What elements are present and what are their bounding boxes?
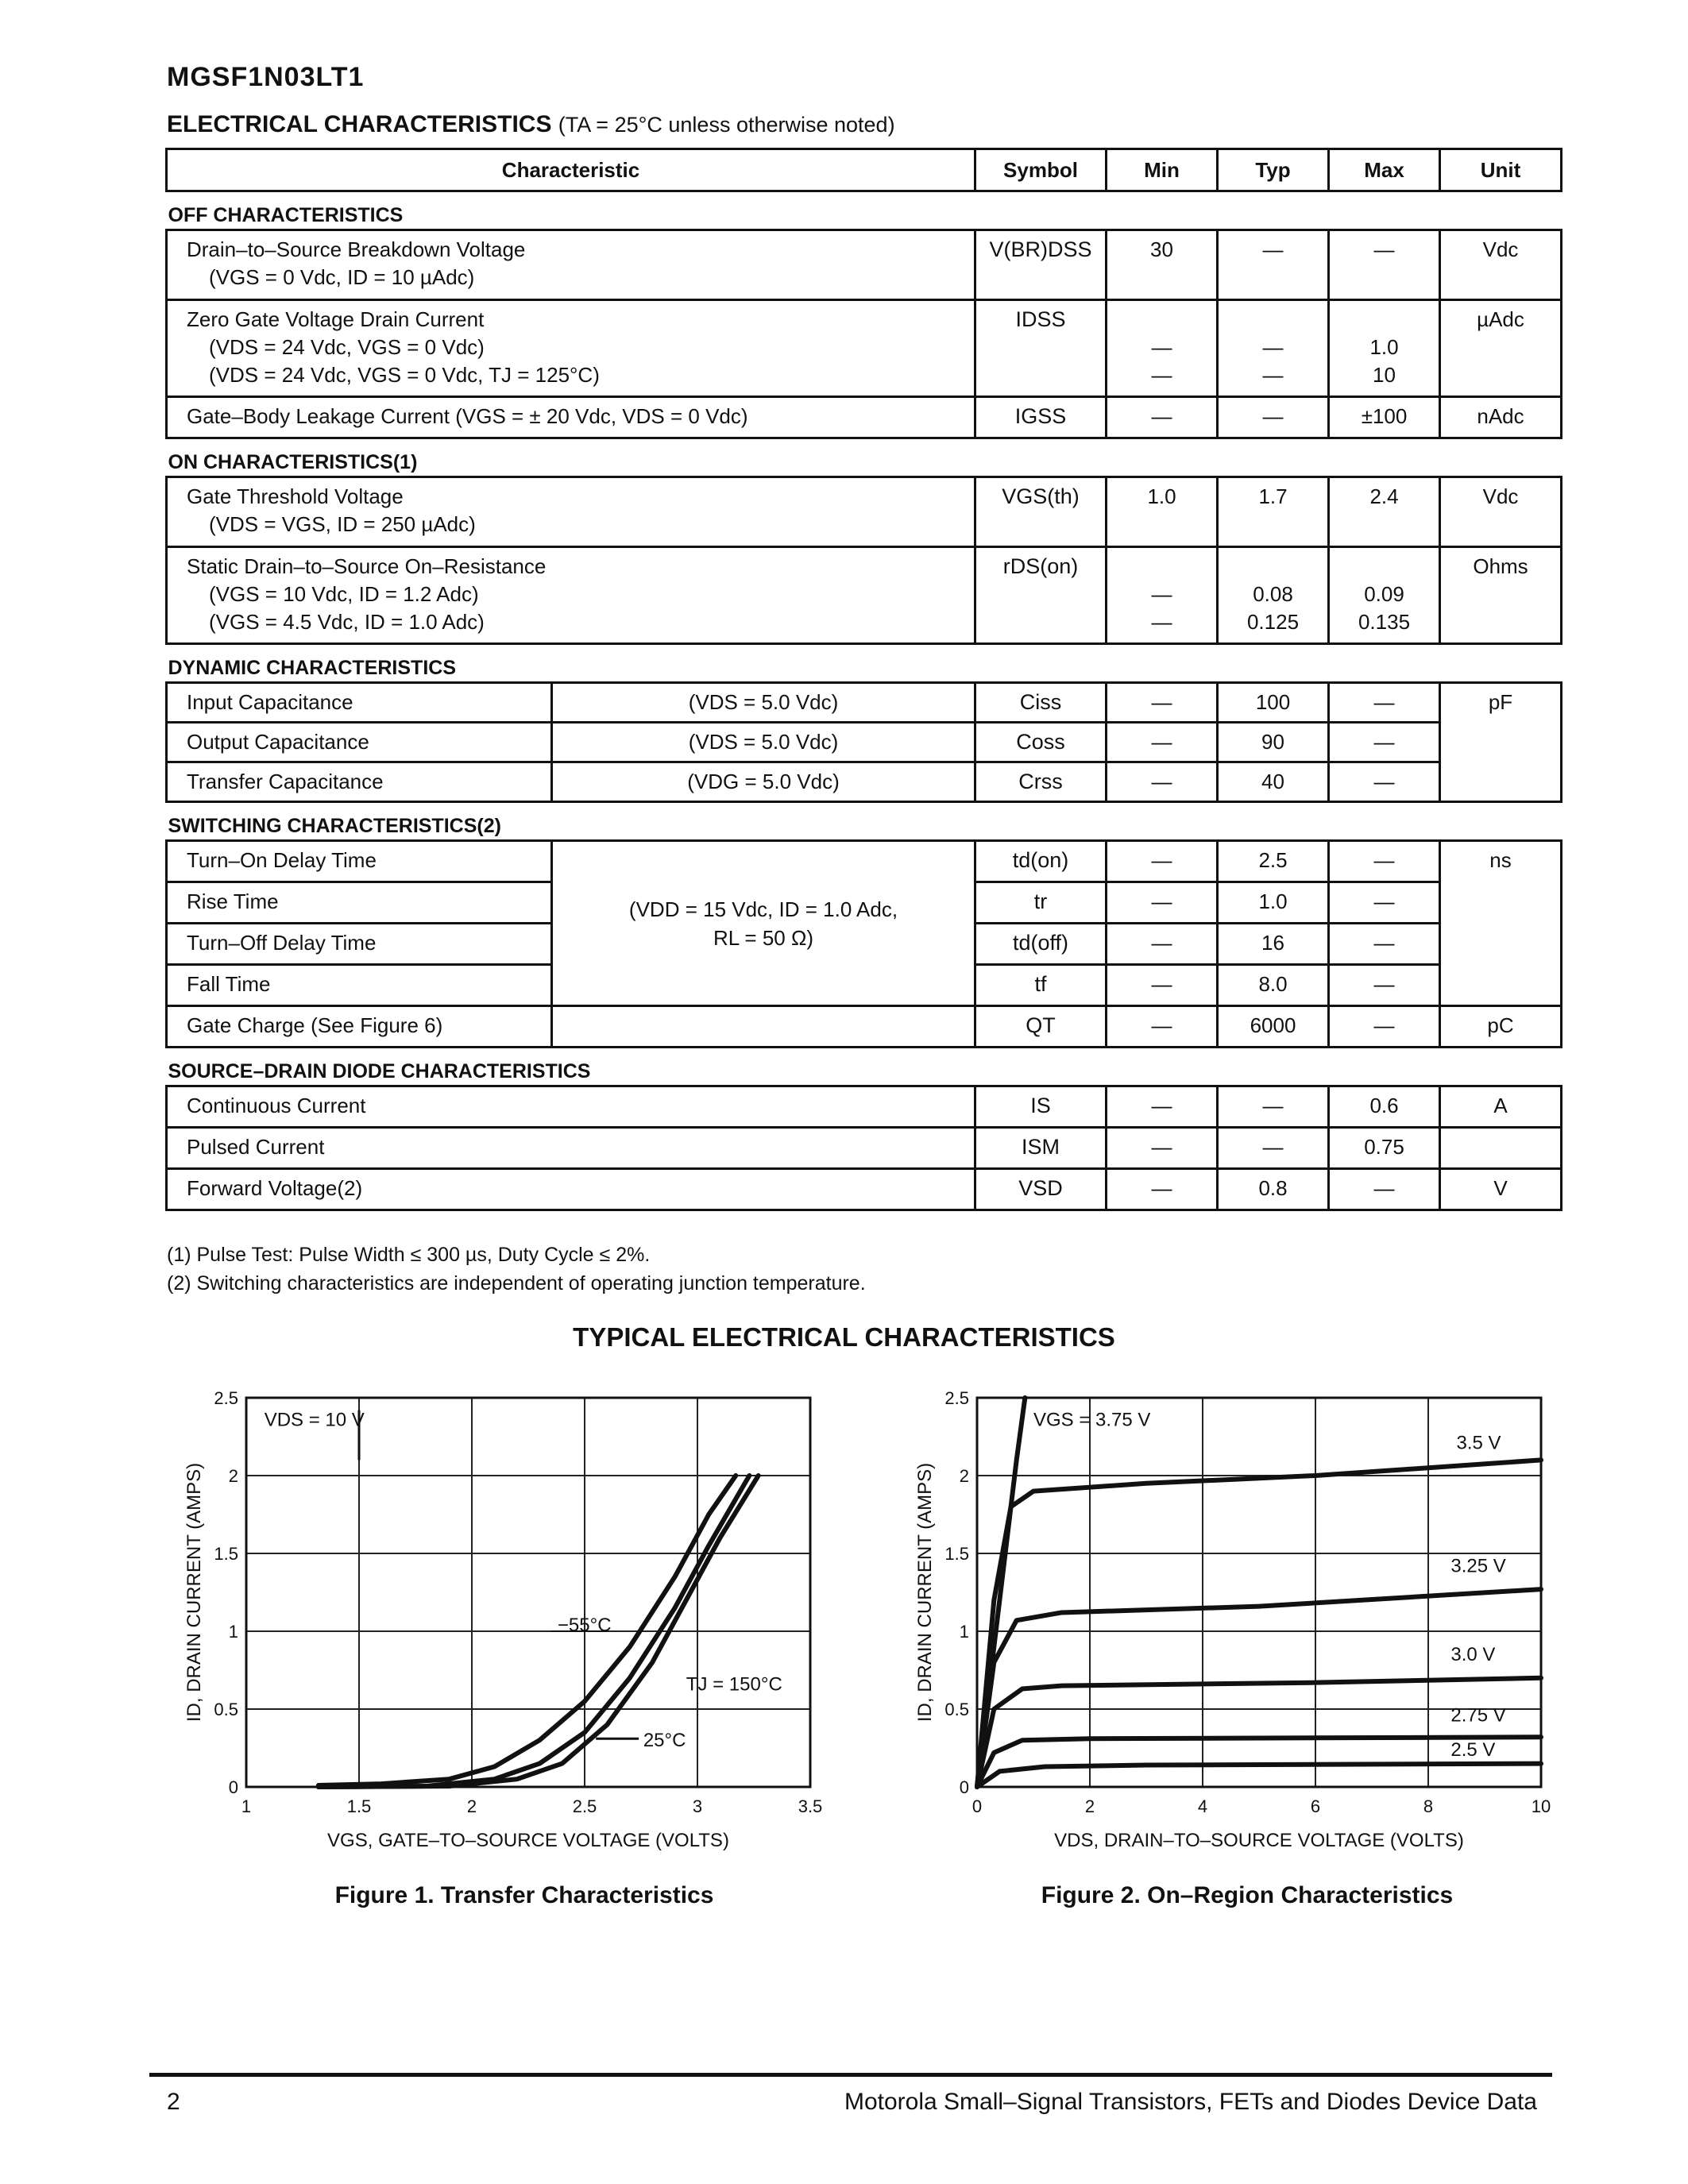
typ-cell: 1.7 [1218, 477, 1329, 547]
x-axis-label: VDS, DRAIN–TO–SOURCE VOLTAGE (VOLTS) [1054, 1830, 1464, 1851]
min-cell: 1.0 [1107, 477, 1218, 547]
unit-cell: Vdc [1440, 230, 1562, 300]
min-cell: — [1107, 965, 1218, 1006]
y-tick-label: 1.5 [214, 1544, 238, 1564]
max-cell: — [1329, 841, 1440, 882]
symbol-cell: rDS(on) [975, 547, 1107, 644]
typ-cell: — [1262, 335, 1284, 359]
y-tick-label: 2.5 [214, 1388, 238, 1408]
chart-annotation: TJ = 150°C [686, 1673, 782, 1696]
transfer-characteristics-chart [159, 1382, 842, 1874]
x-tick-label: 3.5 [798, 1796, 823, 1816]
series-line [977, 1764, 1541, 1787]
table-row [167, 477, 1562, 547]
min-cell: — [1151, 610, 1172, 634]
table-row [167, 1086, 1562, 1128]
typ-cell: 8.0 [1218, 965, 1329, 1006]
section-label: DYNAMIC CHARACTERISTICS [167, 644, 1562, 683]
max-cell: 1.0 [1369, 335, 1399, 359]
table-row [167, 300, 1562, 397]
symbol-cell: Crss [975, 762, 1107, 802]
y-tick-label: 1.5 [944, 1544, 969, 1564]
typ-cell: 1.0 [1218, 882, 1329, 924]
column-header: Characteristic [167, 149, 975, 191]
electrical-characteristics-table [165, 148, 1560, 1211]
symbol-cell: td(on) [975, 841, 1107, 882]
min-cell: — [1107, 723, 1218, 762]
characteristic-name: Static Drain–to–Source On–Resistance [187, 554, 547, 578]
max-cell: — [1329, 230, 1440, 300]
characteristic-name: Output Capacitance [167, 723, 552, 762]
symbol-cell: td(off) [975, 924, 1107, 965]
plot-frame [246, 1398, 810, 1787]
x-tick-label: 8 [1423, 1796, 1434, 1816]
min-cell: — [1107, 762, 1218, 802]
series-label: 2.75 V [1450, 1704, 1506, 1727]
characteristic-condition: (VGS = 4.5 Vdc, ID = 1.0 Adc) [209, 610, 485, 634]
footnote: (2) Switching characteristics are independent of operating junction temperature. [167, 1272, 866, 1295]
chart-annotation: VDS = 10 V [264, 1409, 365, 1431]
y-tick-label: 2 [228, 1466, 238, 1486]
max-cell: 10 [1373, 363, 1396, 387]
typ-cell: 2.5 [1218, 841, 1329, 882]
series-label: 3.5 V [1456, 1432, 1501, 1454]
table-row [167, 841, 1562, 882]
series-label: 3.25 V [1450, 1555, 1506, 1577]
x-tick-label: 2 [466, 1796, 477, 1816]
series-line [977, 1678, 1541, 1787]
column-header: Max [1329, 149, 1440, 191]
page-number: 2 [167, 2089, 180, 2115]
characteristic-name: Continuous Current [167, 1086, 975, 1128]
symbol-cell: VGS(th) [975, 477, 1107, 547]
characteristic-name: Turn–On Delay Time [167, 841, 552, 882]
min-cell: — [1107, 397, 1218, 438]
typ-cell: 40 [1218, 762, 1329, 802]
table-row [167, 723, 1562, 762]
footnote: (1) Pulse Test: Pulse Width ≤ 300 µs, Duty Cycle ≤ 2%. [167, 1244, 651, 1266]
unit-cell: µAdc [1440, 300, 1562, 397]
characteristic-condition: (VGS = 10 Vdc, ID = 1.2 Adc) [209, 582, 479, 606]
characteristic-name: Input Capacitance [167, 683, 552, 723]
typ-cell: 0.125 [1246, 610, 1300, 634]
chart-annotation: −55°C [557, 1615, 612, 1636]
section-label: OFF CHARACTERISTICS [167, 191, 1562, 230]
max-cell: 0.09 [1364, 582, 1404, 606]
typ-cell: — [1218, 1128, 1329, 1169]
series-group [977, 1398, 1541, 1787]
series-label: 3.0 V [1450, 1644, 1496, 1666]
symbol-cell: tr [975, 882, 1107, 924]
characteristic-name: Turn–Off Delay Time [167, 924, 552, 965]
characteristic-condition: (VDS = 24 Vdc, VGS = 0 Vdc, TJ = 125°C) [209, 363, 600, 387]
max-cell: — [1329, 924, 1440, 965]
condition-cell: (VDS = 5.0 Vdc) [552, 683, 975, 723]
x-tick-label: 4 [1197, 1796, 1208, 1816]
characteristic-name: Gate Threshold Voltage [187, 484, 404, 508]
x-tick-label: 0 [971, 1796, 983, 1816]
unit-cell: Vdc [1440, 477, 1562, 547]
characteristic-name: Gate–Body Leakage Current (VGS = ± 20 Vdc, VDS = 0 Vdc) [167, 397, 975, 438]
table-header-row [167, 149, 1562, 191]
y-tick-label: 2 [959, 1466, 969, 1486]
characteristic-name: Zero Gate Voltage Drain Current [187, 307, 485, 331]
typ-cell: — [1218, 230, 1329, 300]
y-tick-label: 0.5 [214, 1700, 238, 1719]
characteristic-name: Transfer Capacitance [167, 762, 552, 802]
unit-cell: A [1440, 1086, 1562, 1128]
table-row [167, 1128, 1562, 1169]
condition-line: (VDD = 15 Vdc, ID = 1.0 Adc, [628, 897, 898, 921]
typ-cell: 6000 [1218, 1006, 1329, 1048]
characteristic-name: Drain–to–Source Breakdown Voltage [187, 237, 526, 261]
characteristic-name: Forward Voltage(2) [167, 1169, 975, 1210]
typ-cell: 0.8 [1218, 1169, 1329, 1210]
x-tick-label: 6 [1310, 1796, 1321, 1816]
max-cell: — [1329, 965, 1440, 1006]
typ-cell: 0.08 [1253, 582, 1293, 606]
characteristic-condition: (VDS = 24 Vdc, VGS = 0 Vdc) [209, 335, 485, 359]
x-tick-label: 2.5 [572, 1796, 597, 1816]
typ-cell: — [1218, 1086, 1329, 1128]
typ-cell: 90 [1218, 723, 1329, 762]
min-cell: — [1107, 1169, 1218, 1210]
y-tick-label: 2.5 [944, 1388, 969, 1408]
y-tick-label: 1 [228, 1622, 238, 1642]
section-condition: (TA = 25°C unless otherwise noted) [558, 113, 895, 137]
symbol-cell: Coss [975, 723, 1107, 762]
figure-2-caption: Figure 2. On–Region Characteristics [1041, 1882, 1454, 1908]
symbol-cell: V(BR)DSS [975, 230, 1107, 300]
symbol-cell: VSD [975, 1169, 1107, 1210]
y-axis-label: ID, DRAIN CURRENT (AMPS) [914, 1462, 936, 1723]
typical-characteristics-heading: TYPICAL ELECTRICAL CHARACTERISTICS [573, 1322, 1115, 1352]
characteristic-name: Rise Time [167, 882, 552, 924]
table-row [167, 547, 1562, 644]
characteristic-name: Pulsed Current [167, 1128, 975, 1169]
symbol-cell: IGSS [975, 397, 1107, 438]
characteristic-condition: (VGS = 0 Vdc, ID = 10 µAdc) [209, 265, 475, 289]
max-cell: — [1329, 762, 1440, 802]
symbol-cell: Ciss [975, 683, 1107, 723]
section-label: SWITCHING CHARACTERISTICS(2) [167, 802, 1562, 841]
section-label: ON CHARACTERISTICS(1) [167, 438, 1562, 477]
x-axis-label: VGS, GATE–TO–SOURCE VOLTAGE (VOLTS) [327, 1830, 729, 1851]
footer-rule [149, 2073, 1552, 2077]
typ-cell: 16 [1218, 924, 1329, 965]
table-row [167, 1169, 1562, 1210]
typ-cell: — [1262, 363, 1284, 387]
condition-cell: (VDG = 5.0 Vdc) [552, 762, 975, 802]
on-region-characteristics-chart [890, 1382, 1573, 1874]
section-title: ELECTRICAL CHARACTERISTICS [167, 111, 552, 137]
min-cell: — [1151, 363, 1172, 387]
table-row [167, 762, 1562, 802]
unit-cell [1440, 1128, 1562, 1169]
table-row [167, 230, 1562, 300]
max-cell: ±100 [1329, 397, 1440, 438]
y-tick-label: 0.5 [944, 1700, 969, 1719]
series-label: VGS = 3.75 V [1033, 1409, 1151, 1431]
y-tick-label: 0 [959, 1777, 969, 1797]
max-cell: — [1329, 723, 1440, 762]
symbol-cell: IDSS [975, 300, 1107, 397]
typ-cell: — [1218, 397, 1329, 438]
symbol-cell: QT [975, 1006, 1107, 1048]
max-cell: — [1329, 1169, 1440, 1210]
max-cell: 0.135 [1358, 610, 1411, 634]
min-cell: — [1107, 1128, 1218, 1169]
condition-cell: (VDS = 5.0 Vdc) [552, 723, 975, 762]
unit-cell: nAdc [1440, 397, 1562, 438]
unit-cell: pC [1440, 1006, 1562, 1048]
symbol-cell: tf [975, 965, 1107, 1006]
x-tick-label: 1 [241, 1796, 252, 1816]
characteristic-condition: (VDS = VGS, ID = 250 µAdc) [209, 512, 476, 536]
max-cell: 0.75 [1329, 1128, 1440, 1169]
min-cell: — [1151, 582, 1172, 606]
table-row [167, 683, 1562, 723]
series-label: 2.5 V [1450, 1738, 1496, 1761]
characteristic-name: Gate Charge (See Figure 6) [167, 1006, 552, 1048]
section-heading [167, 111, 895, 138]
unit-cell: ns [1440, 841, 1562, 1006]
min-cell: — [1107, 1086, 1218, 1128]
column-header: Min [1107, 149, 1218, 191]
unit-cell: V [1440, 1169, 1562, 1210]
x-tick-label: 1.5 [346, 1796, 372, 1816]
column-header: Symbol [975, 149, 1107, 191]
column-header: Typ [1218, 149, 1329, 191]
symbol-cell: ISM [975, 1128, 1107, 1169]
min-cell: — [1107, 924, 1218, 965]
min-cell: — [1107, 683, 1218, 723]
unit-cell: pF [1440, 683, 1562, 802]
column-header: Unit [1440, 149, 1562, 191]
characteristic-name: Fall Time [167, 965, 552, 1006]
max-cell: 0.6 [1329, 1086, 1440, 1128]
min-cell: — [1107, 882, 1218, 924]
max-cell: — [1329, 1006, 1440, 1048]
min-cell: 30 [1107, 230, 1218, 300]
section-label: SOURCE–DRAIN DIODE CHARACTERISTICS [167, 1048, 1562, 1086]
unit-cell: Ohms [1440, 547, 1562, 644]
x-tick-label: 2 [1084, 1796, 1095, 1816]
typ-cell: 100 [1218, 683, 1329, 723]
figure-1-caption: Figure 1. Transfer Characteristics [334, 1882, 714, 1908]
y-tick-label: 0 [228, 1777, 238, 1797]
max-cell: — [1329, 683, 1440, 723]
min-cell: — [1107, 841, 1218, 882]
min-cell: — [1151, 335, 1172, 359]
y-axis-label: ID, DRAIN CURRENT (AMPS) [183, 1462, 205, 1723]
x-tick-label: 3 [692, 1796, 703, 1816]
table-row [167, 397, 1562, 438]
symbol-cell: IS [975, 1086, 1107, 1128]
min-cell: — [1107, 1006, 1218, 1048]
part-number: MGSF1N03LT1 [167, 62, 365, 92]
footer-text: Motorola Small–Signal Transistors, FETs and Diodes Device Data [844, 2089, 1537, 2115]
x-tick-label: 10 [1531, 1796, 1551, 1816]
condition-line: RL = 50 Ω) [713, 925, 814, 950]
max-cell: 2.4 [1329, 477, 1440, 547]
chart-annotation: 25°C [643, 1730, 686, 1752]
y-tick-label: 1 [959, 1622, 969, 1642]
max-cell: — [1329, 882, 1440, 924]
table-row [167, 1006, 1562, 1048]
footnotes [167, 1241, 866, 1298]
